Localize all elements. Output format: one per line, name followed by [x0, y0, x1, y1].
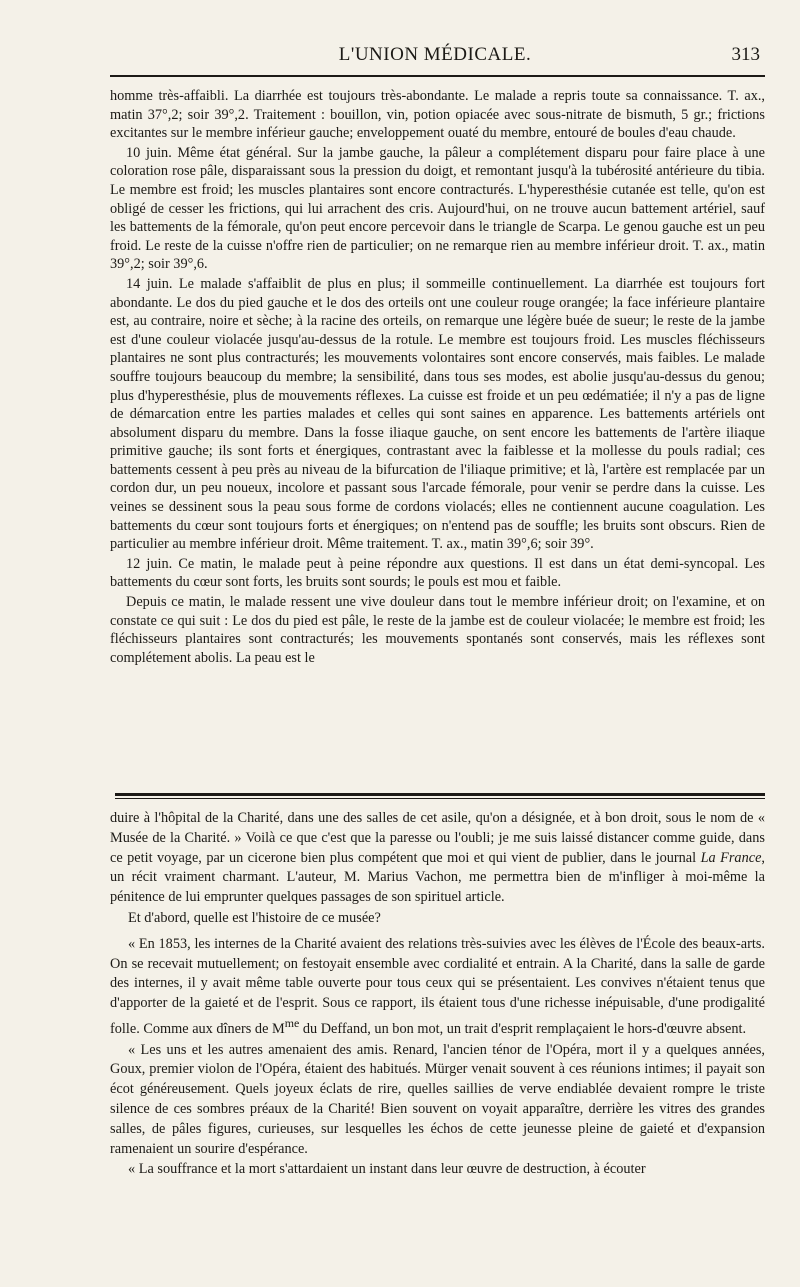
journal-title: L'UNION MÉDICALE.	[338, 44, 532, 65]
paragraph: homme très-affaibli. La diarrhée est toujours très-abondante. Le malade a repris toute sa connaissance. T. ax., matin 37°,2; soir 39°,2. Traitement : bouillon, vin, potion opiacée avec sous-nitrate de bismuth, 5 gr.; frictions excitantes sur le membre inférieur gauche; enveloppement ouaté du membre, entouré de boules d'eau chaude.	[110, 88, 765, 142]
paragraph: « En 1853, les internes de la Charité avaient des relations très-suivies avec les élèves de l'École des beaux-arts. On se recevait mutuellement; on festoyait ensemble avec cordialité et entrain. A la Charité, dans la salle de garde des internes, il y avait même table ouverte pour tous ceux qui se présentaient. Les convives n'étaient tenus que d'apporter de la gaieté et de l'esprit. Sous ce rapport, ils étaient tous d'une richesse inépuisable, d'une prodigalité folle. Comme aux dîners de $M^{me}$ du Deffand, un bon mot, un trait d'esprit remplaçaient le hors-d'œuvre absent.	[110, 935, 765, 1037]
paragraph: Et d'abord, quelle est l'histoire de ce musée?	[128, 909, 381, 926]
paragraph: Depuis ce matin, le malade ressent une vive douleur dans tout le membre inférieur droit; on l'examine, et on constate ce qui suit : Le dos du pied est pâle, le reste de la jambe est de couleur violacée; le membre est froid; les fléchisseurs plantaires sont contracturés; les mouvements spontanés sont conservés, mais les réflexes sont complétement abolis. La peau est le	[110, 594, 765, 666]
feuilleton-rule	[115, 793, 765, 796]
case-report-text	[110, 87, 765, 668]
paragraph: 10 juin. Même état général. Sur la jambe gauche, la pâleur a complétement disparu pour faire place à une coloration rose pâle, disparaissant sous la pression du doigt, et remontant jusqu'à la tubérosité antérieure du tibia. Le membre est froid; les muscles plantaires sont encore contracturés. L'hyperesthésie cutanée est telle, qu'on est obligé de cesser les frictions, qui lui arrachent des cris. Aujourd'hui, on ne trouve aucun battement artériel, sauf les battements de la fémorale, qu'on peut encore percevoir dans le triangle de Scarpa. Le genou gauche est un peu froid. Le reste de la cuisse n'offre rien de particulier; on ne remarque rien au membre inférieur droit. T. ax., matin 39°,2; soir 39°,6.	[110, 144, 765, 273]
feuilleton-rule-thin	[115, 798, 765, 799]
running-header	[110, 40, 760, 70]
paragraph: 12 juin. Ce matin, le malade peut à peine répondre aux questions. Il est dans un état demi-syncopal. Les battements du cœur sont forts, les bruits sont sourds; le pouls est mou et faible.	[110, 555, 765, 591]
paragraph: « Les uns et les autres amenaient des amis. Renard, l'ancien ténor de l'Opéra, mort il y a quelques années, Goux, premier violon de l'Opéra, étaient des habitués. Mürger venait souvent à ces réunions intimes; il payait son écot généreusement. Quels joyeux éclats de rire, quelles saillies de verve endiablée devaient rompre le triste silence de ces sombres préaux de la Charité! Bien souvent on voyait apparaître, derrière les vitres des grandes salles, de pâles figures, curieuses, sur lesquelles les échos de cette jeunesse pleine de gaieté et d'expansion ramenaient un sourire d'espérance.	[110, 1041, 765, 1157]
page-number: 313	[731, 44, 760, 65]
paragraph: 14 juin. Le malade s'affaiblit de plus en plus; il sommeille continuellement. La diarrhée est toujours fort abondante. Le dos du pied gauche et le dos des orteils ont une couleur rouge orangée; la face inférieure plantaire est, au contraire, noire et sèche; à la racine des orteils, on remarque une légère buée de sueur; le reste de la jambe est d'une couleur violacée jusqu'au-dessus de la rotule. Le membre est toujours froid. Les muscles fléchisseurs plantaires ne sont plus contracturés; les mouvements volontaires sont encore conservés, mais faibles. Le malade souffre toujours beaucoup du membre; la sensibilité, dans tous ses modes, est abolie jusqu'au-dessus du genou; plus d'hyperesthésie, plus de mouvements réflexes. La cuisse est froide et un peu œdématiée; il n'y a pas de ligne de démarcation entre les parties malades et celles qui sont saines en apparence. Les battements artériels ont absolument disparu du membre. Dans la fosse iliaque gauche, on sent encore les battements de l'artère iliaque primitive gauche; ils sont forts et énergiques, contrastant avec la faiblesse et la mollesse du pouls radial; ces battements cessent à peu près au niveau de la bifurcation de l'iliaque primitive; et là, l'artère est remplacée par un cordon dur, un peu noueux, incolore et passant sous l'arcade fémorale, pour venir se perdre dans la cuisse. Les veines se dessinent sous la peau sous forme de cordons violacés; elles ne contiennent aucune coagulation. Les battements du cœur sont toujours forts et énergiques; on n'entend pas de souffle; les bruits sont obscurs. Rien de particulier au membre inférieur droit. Même traitement. T. ax., matin 39°,6; soir 39°.	[110, 275, 765, 553]
paragraph: « La souffrance et la mort s'attardaient un instant dans leur œuvre de destruction, à écouter	[128, 1161, 646, 1178]
header-rule	[110, 75, 765, 77]
paragraph: duire à l'hôpital de la Charité, dans une des salles de cet asile, qu'on a désignée, et à bon droit, sous le nom de « Musée de la Charité. » Voilà ce que c'est que la paresse ou l'oubli; je me suis laissé distancer comme guide, dans ce petit voyage, par un cicerone bien plus compétent que moi et qui vient de publier, dans le journal La France, un récit vraiment charmant. L'auteur, M. Marius Vachon, me permettra bien de m'infliger à moi-même la pénitence de lui emprunter quelques passages de son spirituel article.	[110, 810, 765, 906]
feuilleton-text	[110, 809, 765, 1181]
newspaper-title: La France	[700, 849, 762, 866]
